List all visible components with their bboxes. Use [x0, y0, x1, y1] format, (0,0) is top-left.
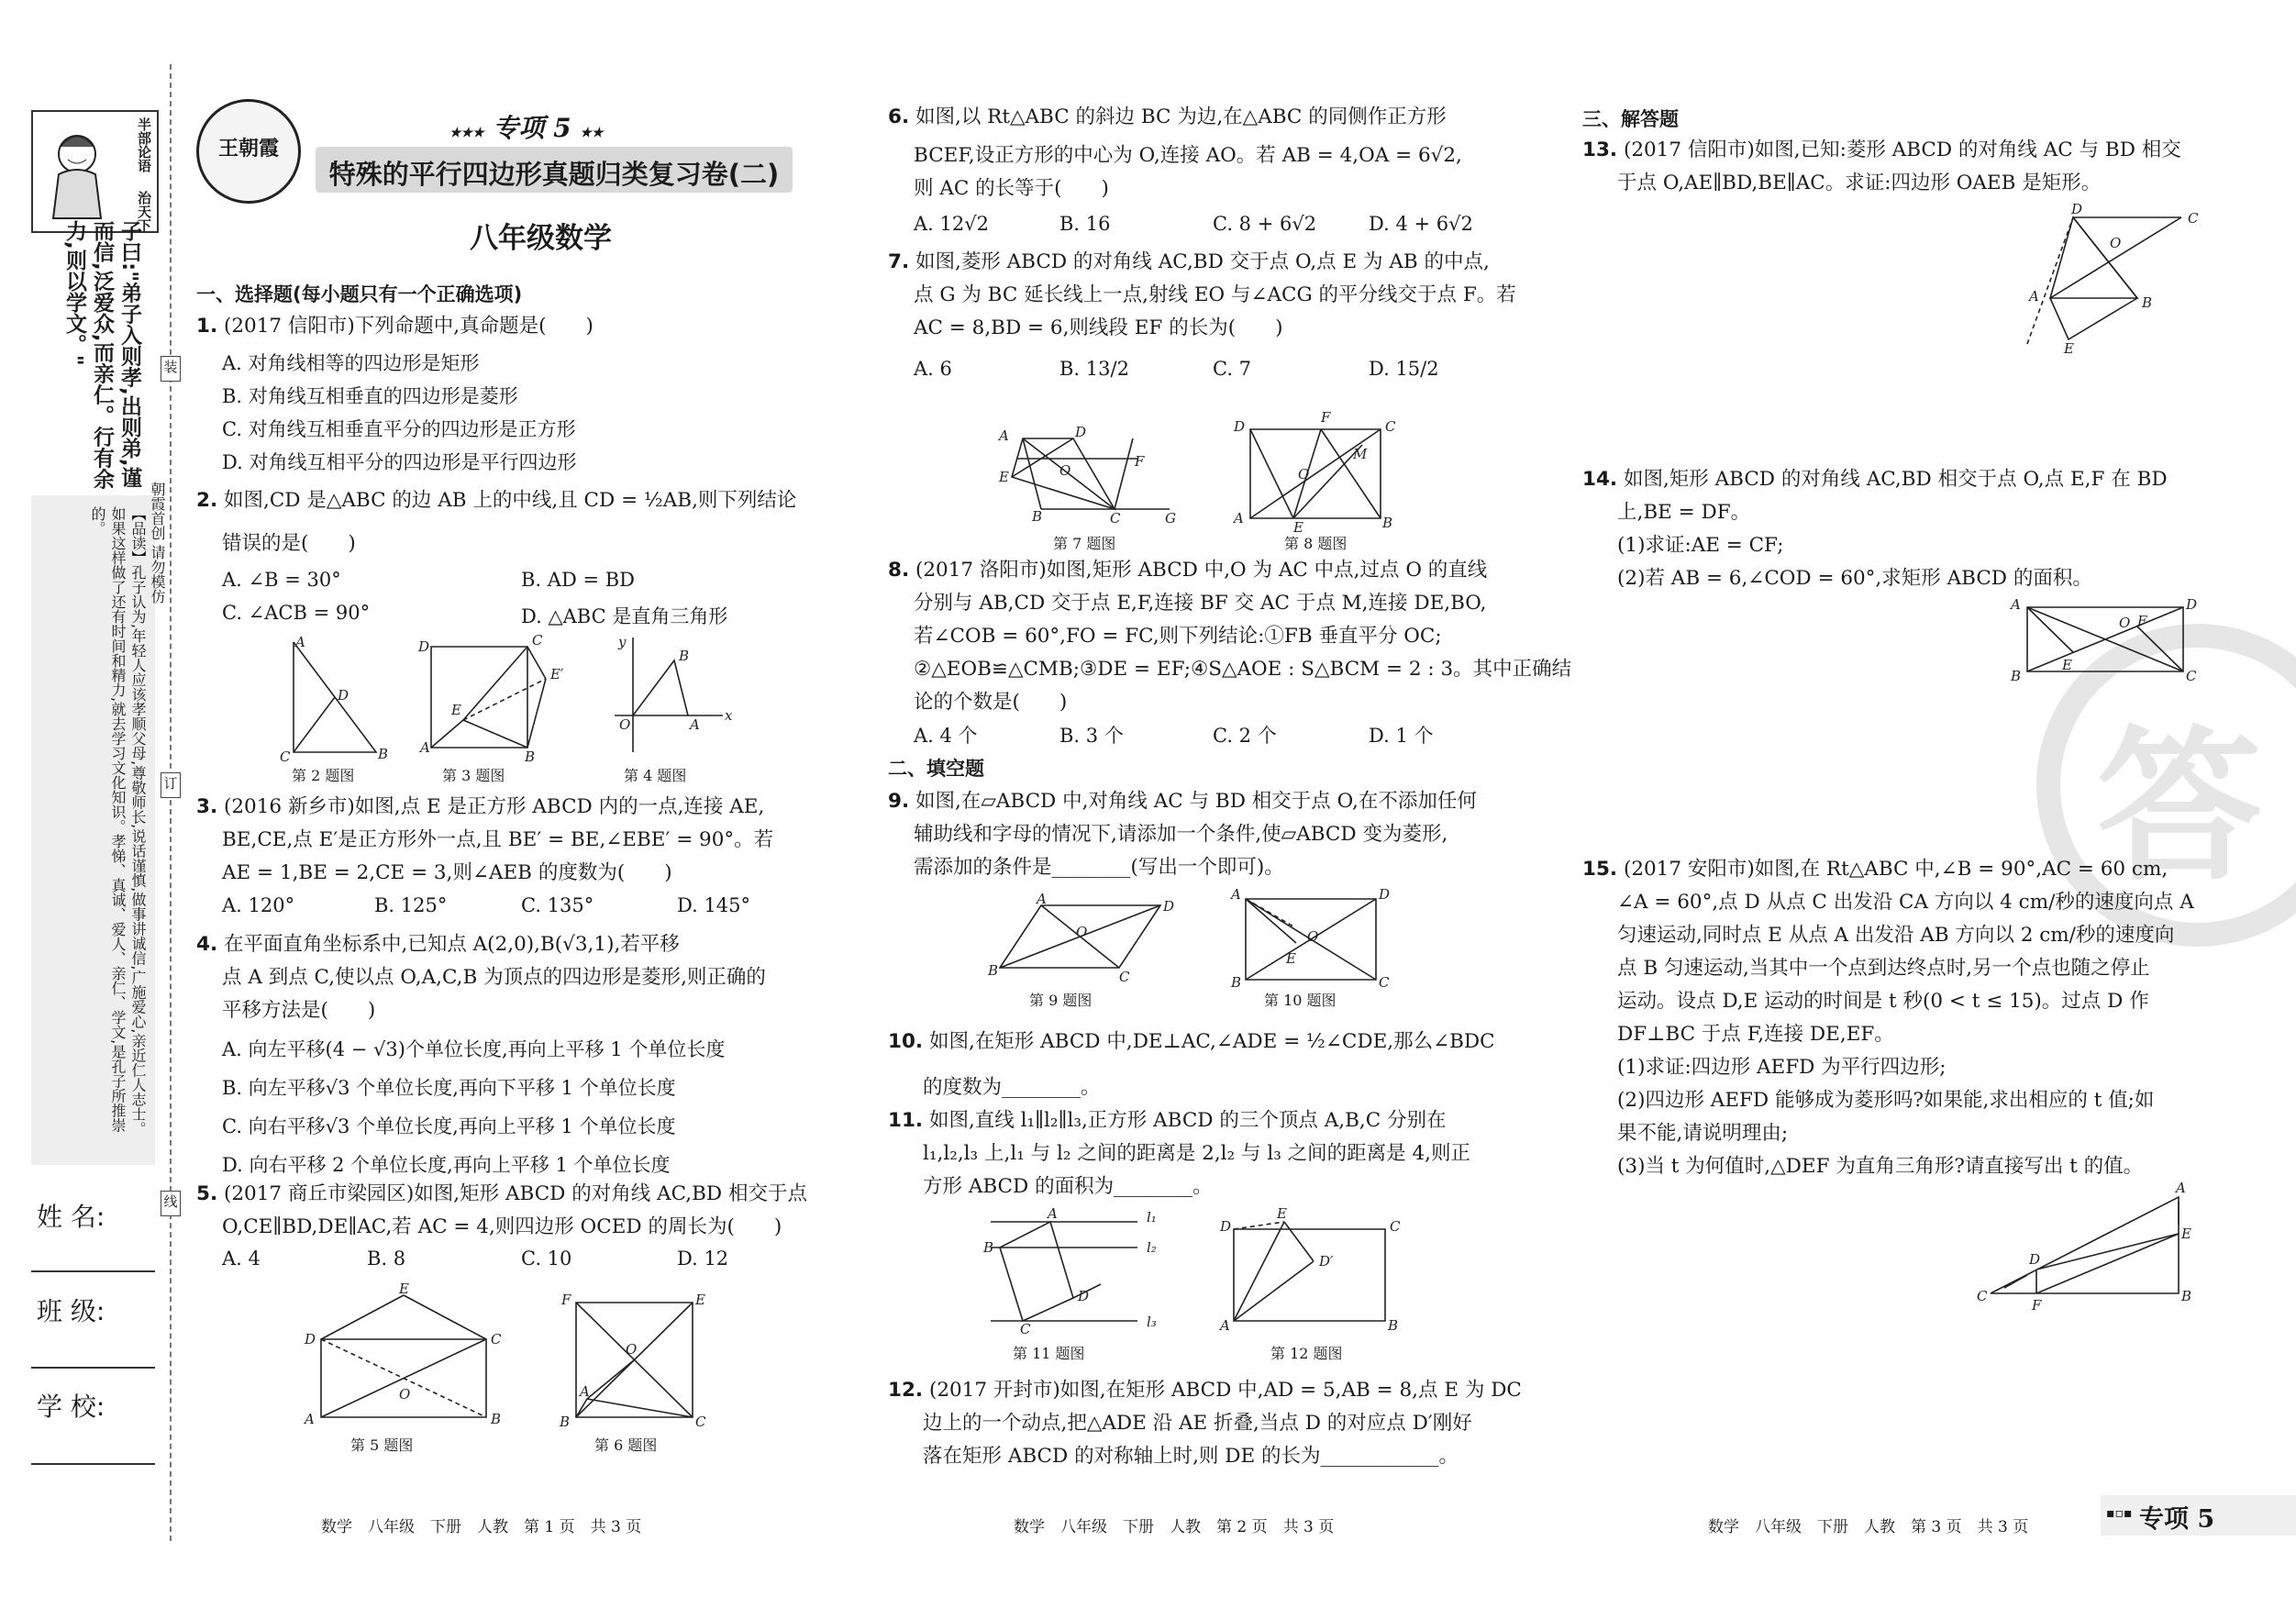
- figure-q7: [995, 422, 1179, 532]
- seal-mark-1: 装: [161, 356, 181, 382]
- svg-text:D: D: [1163, 898, 1175, 915]
- q8-line-2: 分别与 AB,CD 交于点 E,F,连接 BF 交 AC 于点 M,连接 DE,BO,: [914, 592, 1487, 615]
- svg-text:C: C: [2188, 210, 2199, 227]
- svg-text:O: O: [399, 1386, 411, 1403]
- quote-box: [51, 220, 143, 495]
- series-tab: [2101, 1495, 2296, 1536]
- caption-q2: 第 2 题图: [292, 767, 355, 784]
- q1-option-a[interactable]: A. 对角线相等的四边形是矩形: [222, 352, 480, 374]
- q11-line-2: l₁,l₂,l₃ 上,l₁ 与 l₂ 之间的距离是 2,l₂ 与 l₃ 之间的距离是 4,则正: [923, 1142, 1471, 1165]
- svg-text:E: E: [451, 702, 461, 718]
- binding-line: [170, 64, 172, 1541]
- section-2-heading: 二、填空题: [888, 758, 984, 780]
- svg-text:A: A: [1234, 510, 1244, 527]
- q15-line-5: 运动。设点 D,E 运动的时间是 t 秒(0 < t ≤ 15)。过点 D 作: [1617, 990, 2149, 1013]
- q5-line-2: O,CE∥BD,DE∥AC,若 AC = 4,则四边形 OCED 的周长为( ): [222, 1215, 782, 1238]
- confucius-icon: [40, 119, 114, 222]
- q13-line-1: 13. (2017 信阳市)如图,已知:菱形 ABCD 的对角线 AC 与 BD 相交: [1582, 139, 2181, 161]
- q5-option-a[interactable]: A. 4: [222, 1248, 261, 1270]
- caption-q7: 第 7 题图: [1053, 535, 1116, 552]
- q5-option-c[interactable]: C. 10: [521, 1248, 572, 1270]
- school-field[interactable]: [31, 1463, 155, 1465]
- q5-option-b[interactable]: B. 8: [367, 1248, 406, 1270]
- q10-line-2: 的度数为________。: [923, 1076, 1101, 1099]
- subtitle: 八年级数学: [470, 222, 612, 255]
- q15-line-7: (1)求证:四边形 AEFD 为平行四边形;: [1617, 1056, 1947, 1079]
- svg-text:F: F: [1135, 453, 1145, 470]
- caption-q8: 第 8 题图: [1284, 535, 1348, 552]
- q1-option-b[interactable]: B. 对角线互相垂直的四边形是菱形: [222, 385, 518, 407]
- q12-line-2: 边上的一个动点,把△ADE 沿 AE 折叠,当点 D 的对应点 D′刚好: [923, 1412, 1472, 1435]
- svg-text:B: B: [491, 1411, 502, 1427]
- svg-text:E: E: [2062, 657, 2072, 673]
- q1-option-c[interactable]: C. 对角线互相垂直平分的四边形是正方形: [222, 418, 576, 440]
- q8-option-b[interactable]: B. 3 个: [1059, 725, 1124, 747]
- q2-option-b[interactable]: B. AD = BD: [521, 569, 636, 591]
- q7-option-a[interactable]: A. 6: [914, 358, 952, 380]
- q2-option-a[interactable]: A. ∠B = 30°: [222, 569, 341, 591]
- svg-text:D: D: [1075, 424, 1087, 440]
- commentary-text: 【品读】孔子认为,年轻人应该孝顺父母,尊敬师长,说话谨慎,做事讲诚信,广施爱心,亲近仁人志士。如果这样做了还有时间和精力,就去学习文化知识。孝悌、真诚、爱人、亲仁、学文,是孔子所推崇的。: [89, 506, 147, 1137]
- q15-line-1: 15. (2017 安阳市)如图,在 Rt△ABC 中,∠B = 90°,AC = 60 cm,: [1582, 858, 2168, 881]
- q2-option-d[interactable]: D. △ABC 是直角三角形: [521, 605, 728, 627]
- q8-option-d[interactable]: D. 1 个: [1369, 725, 1434, 747]
- class-label: 班 级:: [37, 1296, 105, 1326]
- q15-line-8: (2)四边形 AEFD 能够成为菱形吗?如果能,求出相应的 t 值;如: [1617, 1089, 2155, 1112]
- q15-line-6: DF⊥BC 于点 F,连接 DE,EF。: [1617, 1023, 1894, 1046]
- q4-option-c[interactable]: C. 向右平移√3 个单位长度,再向上平移 1 个单位长度: [222, 1115, 676, 1137]
- svg-text:A: A: [1037, 891, 1047, 907]
- svg-text:E′: E′: [550, 666, 564, 682]
- section-1-heading: 一、选择题(每小题只有一个正确选项): [196, 283, 523, 305]
- side-note: 朝霞首创 请勿模仿: [149, 482, 166, 604]
- svg-text:E: E: [999, 469, 1009, 485]
- page-title: 特殊的平行四边形真题归类复习卷(二): [328, 159, 780, 190]
- svg-text:O: O: [1076, 924, 1088, 940]
- q12-line-3: 落在矩形 ABCD 的对称轴上时,则 DE 的长为____________。: [923, 1445, 1459, 1468]
- footer-page-1: 数学 八年级 下册 人教 第 1 页 共 3 页: [321, 1518, 642, 1536]
- caption-q4: 第 4 题图: [624, 767, 687, 784]
- svg-text:D: D: [1078, 1288, 1090, 1304]
- svg-text:C: C: [1977, 1288, 1988, 1304]
- svg-text:B: B: [2011, 668, 2022, 684]
- seal-mark-2: 订: [161, 772, 181, 798]
- svg-text:D: D: [1220, 1218, 1232, 1235]
- title-banner: [316, 147, 793, 193]
- q12-line-1: 12. (2017 开封市)如图,在矩形 ABCD 中,AD = 5,AB = 8,点 E 为 DC: [888, 1379, 1522, 1402]
- q1-option-d[interactable]: D. 对角线互相平分的四边形是平行四边形: [222, 451, 577, 473]
- svg-text:C: C: [1020, 1321, 1031, 1337]
- svg-text:C: C: [2186, 668, 2197, 684]
- svg-text:F: F: [2032, 1297, 2042, 1314]
- svg-text:B: B: [1231, 974, 1242, 991]
- svg-text:A: A: [295, 634, 305, 650]
- svg-text:B: B: [525, 749, 536, 765]
- svg-text:A: A: [999, 427, 1009, 444]
- q7-line-1: 7. 如图,菱形 ABCD 的对角线 AC,BD 交于点 O,点 E 为 AB 的中点,: [888, 250, 1490, 273]
- figure-q12: [1220, 1205, 1403, 1335]
- q3-line-2: BE,CE,点 E′是正方形外一点,且 BE′ = BE,∠EBE′ = 90°。若: [222, 828, 774, 851]
- caption-q9: 第 9 题图: [1029, 992, 1093, 1009]
- figure-q10: [1229, 888, 1394, 989]
- q14-line-3: (1)求证:AE = CF;: [1617, 534, 1784, 557]
- svg-text:A: A: [305, 1411, 315, 1427]
- svg-text:E: E: [1293, 519, 1303, 536]
- q4-option-a[interactable]: A. 向左平移(4 − √3)个单位长度,再向上平移 1 个单位长度: [222, 1038, 726, 1060]
- series-text: 专项 5: [493, 113, 571, 143]
- svg-text:B: B: [1388, 1317, 1399, 1334]
- svg-text:B: B: [988, 962, 999, 979]
- q9-line-3: 需添加的条件是________(写出一个即可)。: [914, 856, 1284, 879]
- footer-page-2: 数学 八年级 下册 人教 第 2 页 共 3 页: [1014, 1518, 1335, 1536]
- section-3-heading: 三、解答题: [1582, 108, 1679, 130]
- commentary-box: [31, 495, 155, 1165]
- q15-line-9: 果不能,请说明理由;: [1617, 1122, 1789, 1145]
- q4-line-2: 点 A 到点 C,使以点 O,A,C,B 为顶点的四边形是菱形,则正确的: [222, 966, 766, 989]
- svg-text:B: B: [2181, 1288, 2192, 1304]
- q2-option-c[interactable]: C. ∠ACB = 90°: [222, 602, 371, 624]
- svg-text:D: D: [1379, 886, 1391, 903]
- svg-text:E: E: [695, 1292, 705, 1308]
- svg-text:F: F: [2137, 613, 2147, 629]
- svg-text:C: C: [280, 749, 291, 765]
- svg-text:C: C: [1110, 510, 1121, 527]
- q14-line-1: 14. 如图,矩形 ABCD 的对角线 AC,BD 相交于点 O,点 E,F 在 BD: [1582, 468, 2168, 491]
- svg-text:O: O: [1307, 928, 1319, 945]
- svg-text:E: E: [2181, 1225, 2191, 1242]
- q2-stem: 2. 如图,CD 是△ABC 的边 AB 上的中线,且 CD = ½AB,则下列结论: [196, 489, 797, 512]
- figure-q9: [988, 891, 1179, 985]
- svg-text:A: A: [420, 739, 430, 756]
- caption-q12: 第 12 题图: [1270, 1345, 1343, 1362]
- q8-line-3: 若∠COB = 60°,FO = FC,则下列结论:①FB 垂直平分 OC;: [914, 625, 1442, 648]
- svg-text:E: E: [1277, 1205, 1287, 1222]
- q6-option-d[interactable]: D. 4 + 6√2: [1369, 213, 1473, 235]
- figure-q5: [303, 1281, 514, 1431]
- motto-badge: [119, 117, 152, 232]
- svg-text:B: B: [983, 1239, 994, 1256]
- figure-q4: [605, 634, 734, 761]
- q7-line-2: 点 G 为 BC 延长线上一点,射线 EO 与∠ACG 的平分线交于点 F。若: [914, 283, 1516, 306]
- svg-text:G: G: [1165, 510, 1176, 527]
- q14-line-2: 上,BE = DF。: [1617, 501, 1751, 524]
- svg-text:l₃: l₃: [1147, 1314, 1157, 1330]
- q8-option-a[interactable]: A. 4 个: [914, 725, 978, 747]
- svg-text:C: C: [491, 1331, 502, 1347]
- q3-option-b[interactable]: B. 125°: [374, 894, 448, 916]
- svg-text:C: C: [1379, 974, 1390, 991]
- caption-q6: 第 6 题图: [594, 1436, 658, 1454]
- svg-text:l₂: l₂: [1147, 1239, 1157, 1256]
- svg-text:x: x: [725, 707, 733, 724]
- q11-line-3: 方形 ABCD 的面积为________。: [923, 1175, 1213, 1198]
- caption-q11: 第 11 题图: [1013, 1345, 1085, 1362]
- q6-line-3: 则 AC 的长等于( ): [914, 177, 1109, 200]
- svg-text:A: A: [1220, 1317, 1230, 1334]
- svg-text:A: A: [1048, 1205, 1058, 1222]
- q14-line-4: (2)若 AB = 6,∠COD = 60°,求矩形 ABCD 的面积。: [1617, 567, 2092, 590]
- q15-line-4: 点 B 匀速运动,当其中一个点到达终点时,另一个点也随之停止: [1617, 957, 2150, 980]
- caption-q5: 第 5 题图: [350, 1436, 414, 1454]
- q3-line-1: 3. (2016 新乡市)如图,点 E 是正方形 ABCD 内的一点,连接 AE,: [196, 795, 765, 818]
- q3-option-a[interactable]: A. 120°: [222, 894, 295, 916]
- q4-line-1: 4. 在平面直角坐标系中,已知点 A(2,0),B(√3,1),若平移: [196, 933, 680, 956]
- q3-option-c[interactable]: C. 135°: [521, 894, 594, 916]
- figure-q14: [2009, 596, 2202, 688]
- q3-line-3: AE = 1,BE = 2,CE = 3,则∠AEB 的度数为( ): [222, 861, 672, 884]
- sidebar-motto-box: [31, 110, 159, 233]
- q2-stem-2: 错误的是( ): [222, 532, 356, 555]
- svg-text:D: D: [338, 687, 349, 704]
- q5-line-1: 5. (2017 商丘市梁园区)如图,矩形 ABCD 的对角线 AC,BD 相交于点: [196, 1182, 807, 1205]
- svg-text:C: C: [1385, 418, 1396, 435]
- svg-text:C: C: [695, 1414, 706, 1430]
- q3-option-d[interactable]: D. 145°: [677, 894, 751, 916]
- q6-line-1: 6. 如图,以 Rt△ABC 的斜边 BC 为边,在△ABC 的同侧作正方形: [888, 105, 1447, 128]
- svg-text:B: B: [378, 746, 389, 762]
- q1-stem: 1. (2017 信阳市)下列命题中,真命题是( ): [196, 315, 593, 338]
- q7-line-3: AC = 8,BD = 6,则线段 EF 的长为( ): [914, 316, 1283, 339]
- svg-text:M: M: [1353, 446, 1368, 462]
- q13-line-2: 于点 O,AE∥BD,BE∥AC。求证:四边形 OAEB 是矩形。: [1617, 172, 2102, 194]
- svg-text:C: C: [1119, 969, 1130, 985]
- q5-option-d[interactable]: D. 12: [677, 1248, 729, 1270]
- svg-text:F: F: [1321, 409, 1331, 426]
- tab-decor-icon: ▪▫▪: [2106, 1506, 2133, 1521]
- svg-text:A: A: [2011, 596, 2021, 613]
- logo-text: 王朝霞: [217, 137, 279, 161]
- confucius-portrait: [40, 119, 114, 222]
- svg-text:D: D: [305, 1331, 316, 1347]
- svg-text:D: D: [418, 638, 430, 655]
- q15-line-2: ∠A = 60°,点 D 从点 C 出发沿 CA 方向以 4 cm/秒的速度向点 A: [1617, 891, 2194, 914]
- svg-text:C: C: [1390, 1218, 1401, 1235]
- caption-q10: 第 10 题图: [1264, 992, 1337, 1009]
- q7-option-c[interactable]: C. 7: [1213, 358, 1252, 380]
- svg-text:D: D: [2071, 201, 2083, 217]
- q4-option-d[interactable]: D. 向右平移 2 个单位长度,再向上平移 1 个单位长度: [222, 1154, 671, 1176]
- svg-text:O: O: [1059, 462, 1071, 479]
- name-field[interactable]: [31, 1270, 155, 1272]
- svg-text:O: O: [1298, 466, 1310, 482]
- q8-line-1: 8. (2017 洛阳市)如图,矩形 ABCD 中,O 为 AC 中点,过点 O 的直线: [888, 559, 1488, 582]
- class-field[interactable]: [31, 1367, 155, 1369]
- name-label: 姓 名:: [37, 1202, 105, 1232]
- svg-text:A: A: [580, 1383, 590, 1400]
- q4-line-3: 平移方法是( ): [222, 999, 376, 1022]
- q8-line-5: 论的个数是( ): [914, 691, 1068, 714]
- q9-line-1: 9. 如图,在▱ABCD 中,对角线 AC 与 BD 相交于点 O,在不添加任何: [888, 790, 1477, 813]
- figure-q6: [560, 1293, 706, 1431]
- svg-text:E: E: [2064, 340, 2074, 357]
- q6-line-2: BCEF,设正方形的中心为 O,连接 AO。若 AB = 4,OA = 6√2,: [914, 144, 1462, 167]
- svg-text:l₁: l₁: [1147, 1209, 1157, 1225]
- q15-line-10: (3)当 t 为何值时,△DEF 为直角三角形?请直接写出 t 的值。: [1617, 1155, 2144, 1178]
- figure-q13: [2018, 201, 2202, 367]
- svg-text:F: F: [561, 1292, 571, 1308]
- svg-text:E: E: [1286, 950, 1296, 967]
- svg-text:B: B: [1382, 515, 1393, 531]
- seal-mark-3: 线: [161, 1191, 181, 1216]
- figure-q11: [982, 1205, 1165, 1337]
- watermark-text: 答: [2097, 712, 2263, 904]
- svg-text:A: A: [2176, 1180, 2186, 1196]
- figure-q2: [275, 634, 394, 765]
- svg-text:D′: D′: [1319, 1253, 1334, 1270]
- q9-line-2: 辅助线和字母的情况下,请添加一个条件,使▱ABCD 变为菱形,: [914, 823, 1448, 846]
- figure-q3: [418, 632, 587, 765]
- school-label: 学 校:: [37, 1392, 105, 1422]
- svg-text:O: O: [619, 716, 631, 733]
- svg-text:B: B: [679, 648, 690, 664]
- motto-line-2: 治天下: [136, 191, 152, 232]
- svg-text:B: B: [560, 1414, 571, 1430]
- svg-text:B: B: [2142, 294, 2153, 311]
- svg-text:A: A: [2029, 288, 2039, 305]
- q7-option-b[interactable]: B. 13/2: [1059, 358, 1129, 380]
- svg-text:A: A: [1231, 886, 1241, 903]
- svg-text:O: O: [626, 1341, 638, 1358]
- confucius-quote: 子曰:"弟子入则孝,出则弟,谨而信,泛爱众,而亲仁。行有余力,则以学文。": [62, 220, 141, 490]
- svg-text:C: C: [532, 632, 543, 649]
- svg-text:O: O: [2110, 235, 2122, 251]
- series-label: ★★★ 专项 5 ★★: [449, 113, 604, 143]
- figure-q15: [1972, 1180, 2202, 1314]
- motto-line-1: 半部论语: [136, 117, 152, 172]
- caption-q3: 第 3 题图: [442, 767, 505, 784]
- svg-text:A: A: [690, 716, 700, 733]
- q6-option-c[interactable]: C. 8 + 6√2: [1213, 213, 1317, 235]
- figure-q8: [1234, 409, 1399, 536]
- footer-page-3: 数学 八年级 下册 人教 第 3 页 共 3 页: [1708, 1518, 2029, 1536]
- q15-line-3: 匀速运动,同时点 E 从点 A 出发沿 AB 方向以 2 cm/秒的速度向: [1617, 924, 2175, 947]
- q8-option-c[interactable]: C. 2 个: [1213, 725, 1277, 747]
- svg-text:E: E: [399, 1281, 409, 1297]
- q10-line-1: 10. 如图,在矩形 ABCD 中,DE⊥AC,∠ADE = ½∠CDE,那么∠BDC: [888, 1030, 1495, 1053]
- q11-line-1: 11. 如图,直线 l₁∥l₂∥l₃,正方形 ABCD 的三个顶点 A,B,C 分别在: [888, 1109, 1447, 1132]
- svg-text:D: D: [1234, 418, 1246, 435]
- svg-text:O: O: [2119, 615, 2131, 631]
- q7-option-d[interactable]: D. 15/2: [1369, 358, 1439, 380]
- brand-logo: [196, 99, 301, 204]
- q4-option-b[interactable]: B. 向左平移√3 个单位长度,再向下平移 1 个单位长度: [222, 1077, 676, 1099]
- svg-text:D: D: [2029, 1251, 2041, 1268]
- svg-text:y: y: [618, 634, 627, 650]
- q6-option-a[interactable]: A. 12√2: [914, 213, 989, 235]
- tab-label: 专项 5: [2139, 1505, 2215, 1534]
- q8-line-4: ②△EOB≌△CMB;③DE = EF;④S△AOE : S△BCM = 2 : 3。其中正确结: [914, 658, 1572, 681]
- svg-text:D: D: [2186, 596, 2198, 613]
- q6-option-b[interactable]: B. 16: [1059, 213, 1111, 235]
- svg-text:B: B: [1032, 508, 1043, 525]
